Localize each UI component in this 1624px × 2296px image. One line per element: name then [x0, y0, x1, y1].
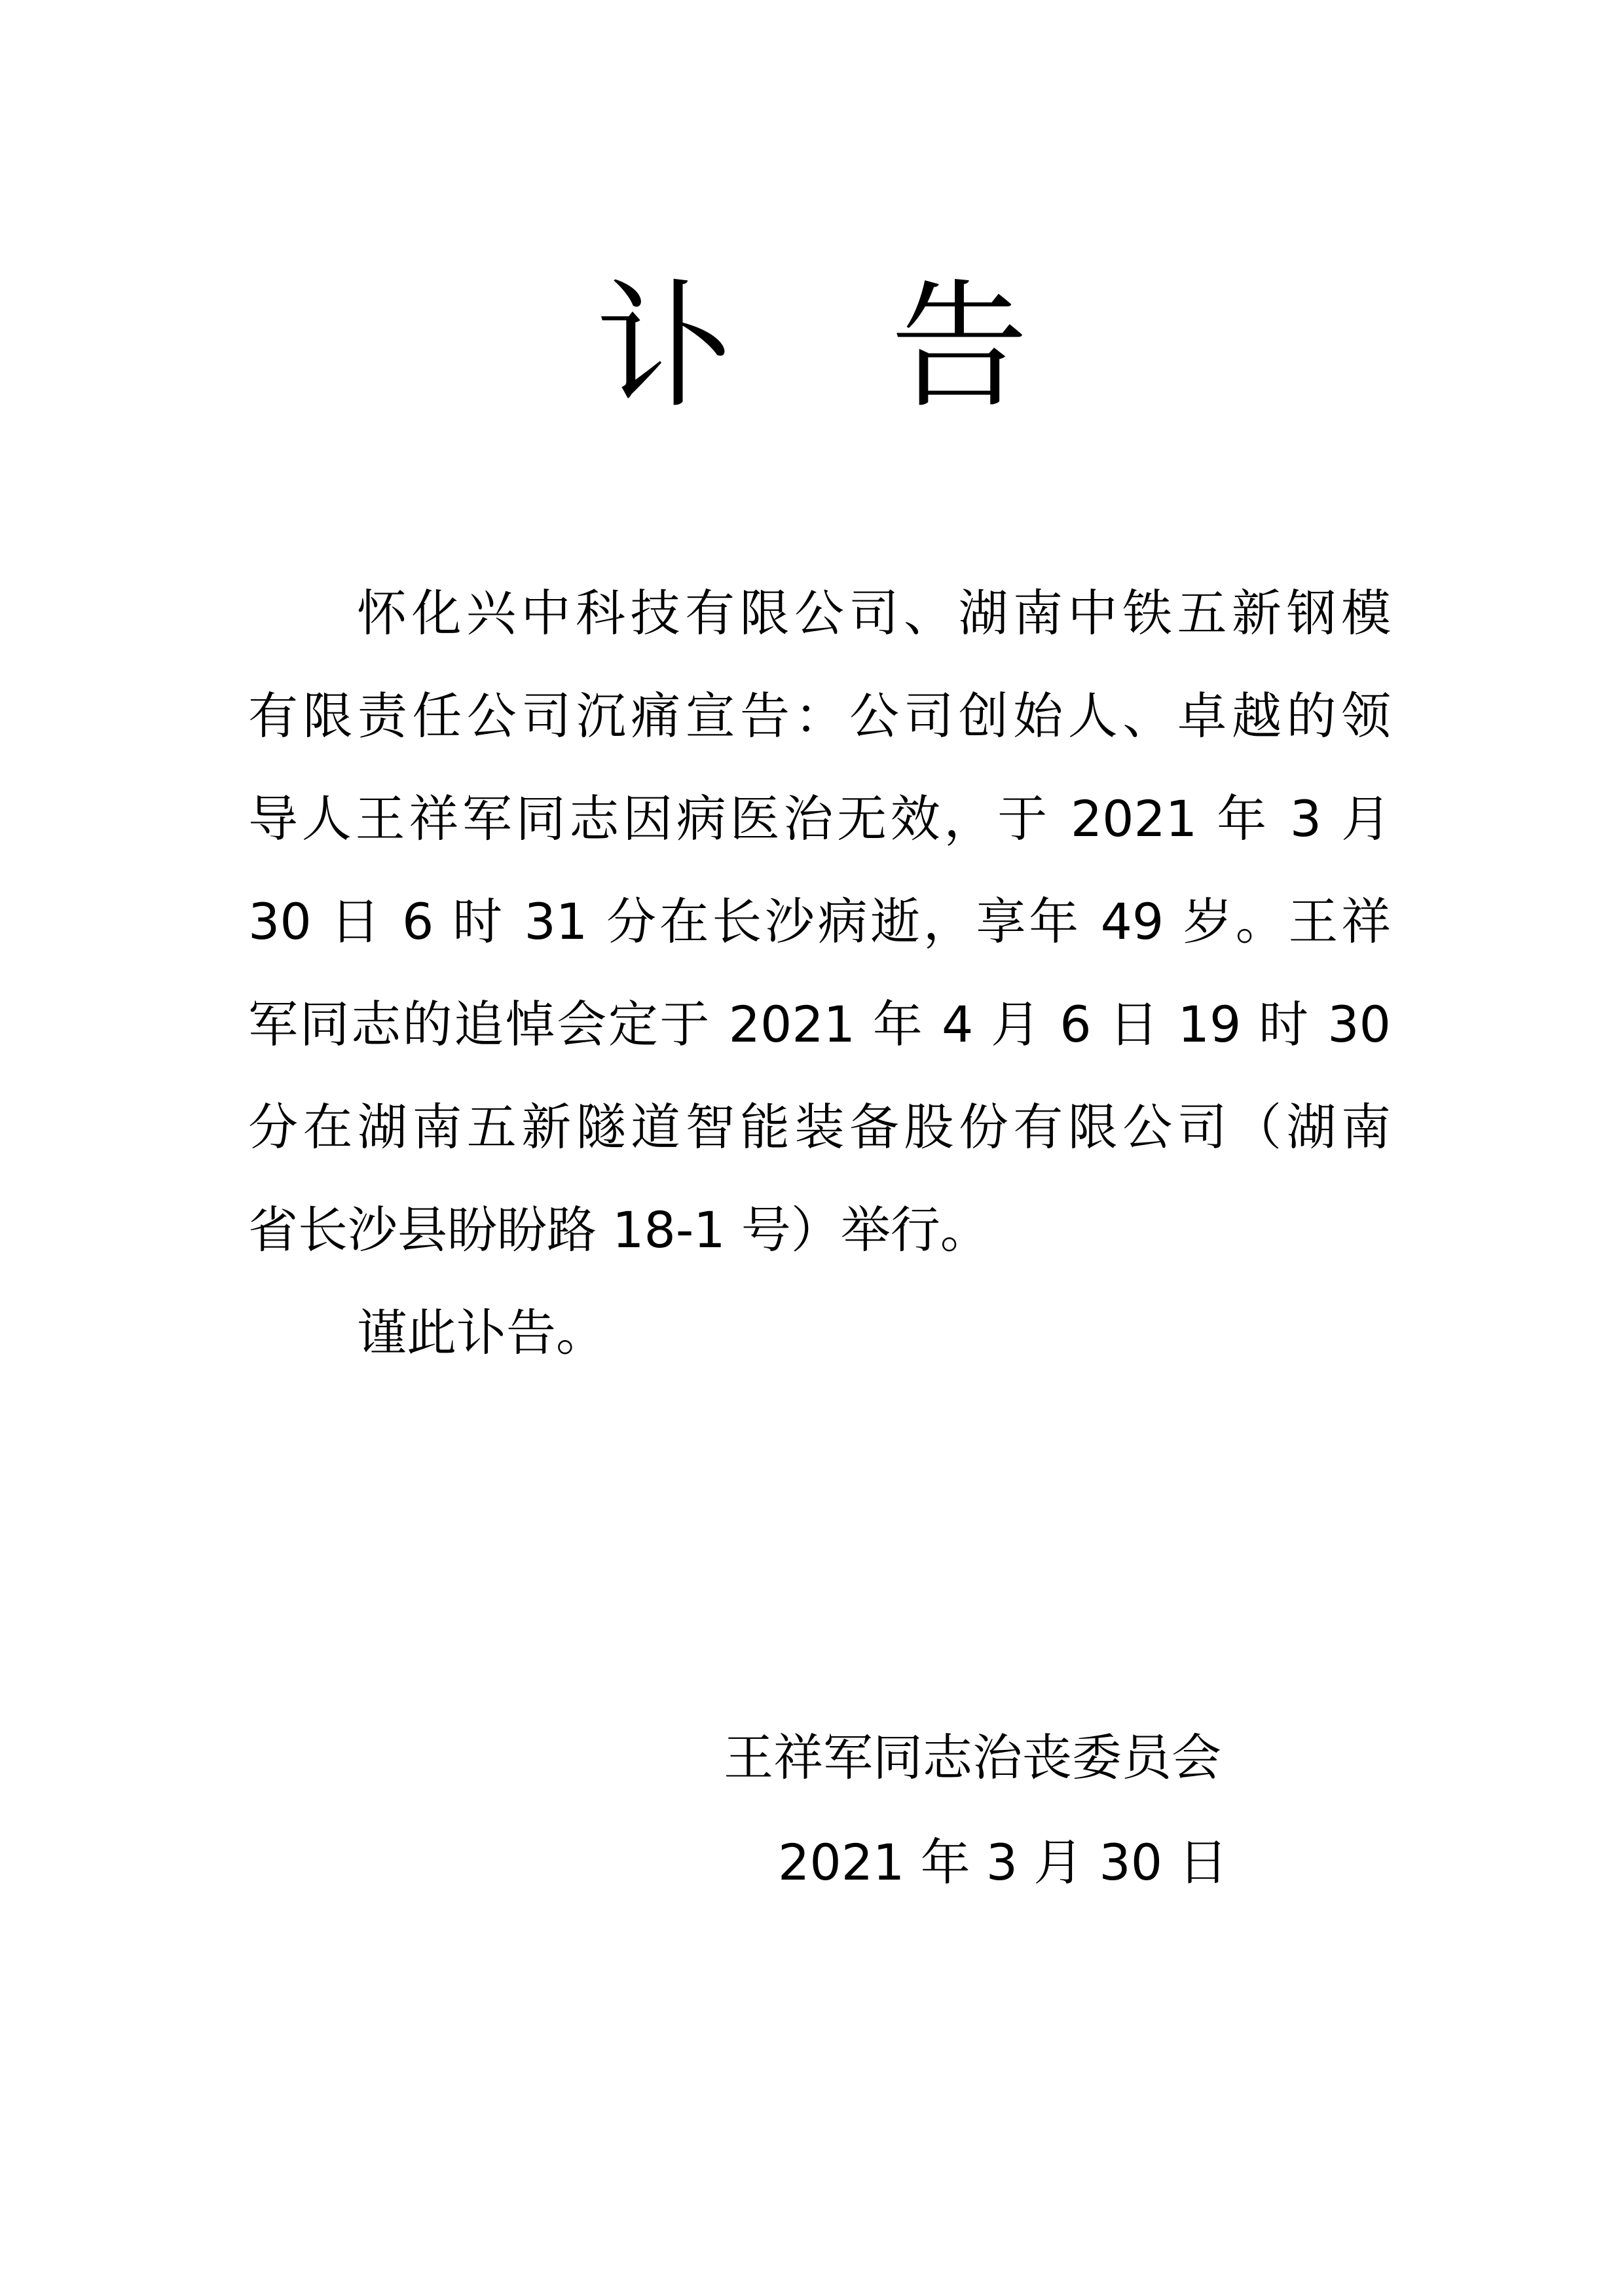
signature-committee: 王祥军同志治丧委员会 — [724, 1728, 1221, 1787]
title-char-2: 告 — [891, 266, 1029, 427]
body-line-1: 怀化兴中科技有限公司、湖南中铁五新钢模 — [357, 584, 1391, 642]
document-title — [0, 262, 1624, 432]
body-line-7: 省长沙县盼盼路 18-1 号）举行。 — [248, 1201, 990, 1259]
body-line-4: 30 日 6 时 31 分在长沙病逝，享年 49 岁。王祥 — [248, 892, 1391, 951]
body-line-2: 有限责任公司沉痛宣告：公司创始人、卓越的领 — [248, 687, 1391, 745]
body-line-6: 分在湖南五新隧道智能装备股份有限公司（湖南 — [248, 1098, 1391, 1156]
announcement-body — [248, 562, 1391, 1384]
body-line-5: 军同志的追悼会定于 2021 年 4 月 6 日 19 时 30 — [248, 995, 1391, 1053]
closing-line: 谨此讣告。 — [357, 1303, 606, 1362]
signature-date: 2021 年 3 月 30 日 — [778, 1833, 1228, 1891]
title-char-1: 讣 — [595, 266, 733, 427]
body-line-3: 导人王祥军同志因病医治无效，于 2021 年 3 月 — [248, 790, 1391, 848]
